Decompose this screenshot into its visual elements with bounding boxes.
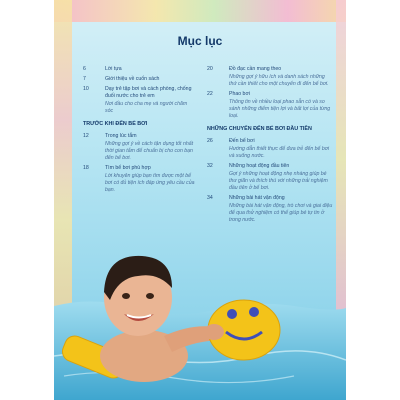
toc-entry: [83, 76, 195, 83]
toc-entry-description: Lời khuyên giúp bạn tìm được một bể bơi có đủ tiện ích đáp ứng yêu cầu của bạn.: [105, 173, 195, 193]
toc-entry: [83, 133, 195, 162]
toc-entry-content: [105, 86, 195, 115]
toc-entry: [83, 165, 195, 194]
section-heading: TRƯỚC KHI ĐẾN BỂ BƠI: [83, 121, 148, 127]
toc-page-number: 26: [207, 138, 213, 144]
toc-entry-content: [229, 163, 333, 192]
toc-entry-content: [229, 91, 333, 120]
child-eye: [122, 293, 130, 299]
toc-entry: [207, 91, 333, 120]
page-title: Mục lục: [177, 34, 223, 48]
float-eye: [227, 309, 237, 319]
toc-entry: [207, 66, 333, 88]
toc-entry-title: Phao bơi: [229, 91, 250, 97]
toc-entry-description: Hướng dẫn thiết thực để đưa trẻ đến bể bơi và xuống nước.: [229, 146, 330, 159]
toc-entry: [83, 66, 195, 73]
section-heading: NHỮNG CHUYẾN ĐẾN BỂ BƠI ĐẦU TIÊN: [207, 126, 312, 132]
toc-entry-title: Tìm bể bơi phù hợp: [105, 165, 151, 171]
toc-entry-content: [229, 138, 333, 160]
toc-entry-content: [105, 133, 195, 162]
toc-entry-title: Đến bể bơi: [229, 138, 255, 144]
child-hand: [204, 324, 224, 340]
toc-entry-title: Những bài hát vận động: [229, 195, 285, 201]
toc-entry-title: Những hoạt động đầu tiên: [229, 163, 290, 169]
toc-entry-description: Nơi đầu cho cha mẹ và người chăm sóc: [105, 101, 188, 114]
toc-page-number: 7: [83, 76, 86, 82]
toc-page-number: 20: [207, 66, 213, 72]
toc-entry-title: Giới thiệu về cuốn sách: [105, 76, 160, 82]
toc-entry-title: Dạy trẻ tập bơi và cách phòng, chống đuối nước cho trẻ em: [105, 86, 192, 99]
toc-page-number: 32: [207, 163, 213, 169]
toc-entry-title: Đồ đạc cần mang theo: [229, 66, 282, 72]
book-page: [54, 0, 346, 400]
toc-entry-title: Trong lúc tắm: [105, 133, 137, 139]
toc-right-column: [207, 66, 333, 227]
toc-page-number: 10: [83, 86, 89, 92]
decorative-frame-top: [54, 0, 346, 22]
toc-entry-description: Những gợi ý về cách tận dụng tốt nhất thời gian tắm để chuẩn bị cho con bạn đến bể bơi.: [105, 141, 194, 161]
float-eye: [249, 307, 259, 317]
toc-entry-title: Lời tựa: [105, 66, 122, 72]
swimming-child-photo: [54, 236, 346, 400]
toc-entry-description: Những gợi ý hữu ích và danh sách những thứ cần thiết cho một chuyến đi đến bể bơi.: [229, 74, 329, 87]
toc-page-number: 12: [83, 133, 89, 139]
toc-entry-content: [229, 66, 333, 88]
toc-entry-description: Thông tin về nhiều loại phao sẵn có và so sánh những điểm tiện lợi và bất lợi của từng loại.: [229, 99, 331, 119]
toc-page-number: 18: [83, 165, 89, 171]
toc-entry-description: Gợi ý những hoạt động nhẹ nhàng giúp bé thư giãn và thích thú với những trải nghiệm đầu tiên ở bể bơi.: [229, 171, 328, 191]
toc-page-number: 34: [207, 195, 213, 201]
toc-entry: [83, 86, 195, 115]
toc-entry-content: [229, 195, 333, 224]
toc-page-number: 6: [83, 66, 86, 72]
toc-entry: [207, 138, 333, 160]
toc-entry: [207, 195, 333, 224]
toc-left-column: [83, 66, 195, 197]
toc-entry-description: Những bài hát vận động, trò chơi và giai điệu để qua thử nghiệm có thể giúp bé tự tin ở trong nước.: [229, 203, 333, 223]
child-eye: [146, 293, 154, 299]
toc-page-number: 22: [207, 91, 213, 97]
toc-entry-content: [105, 165, 195, 194]
toc-entry: [207, 163, 333, 192]
